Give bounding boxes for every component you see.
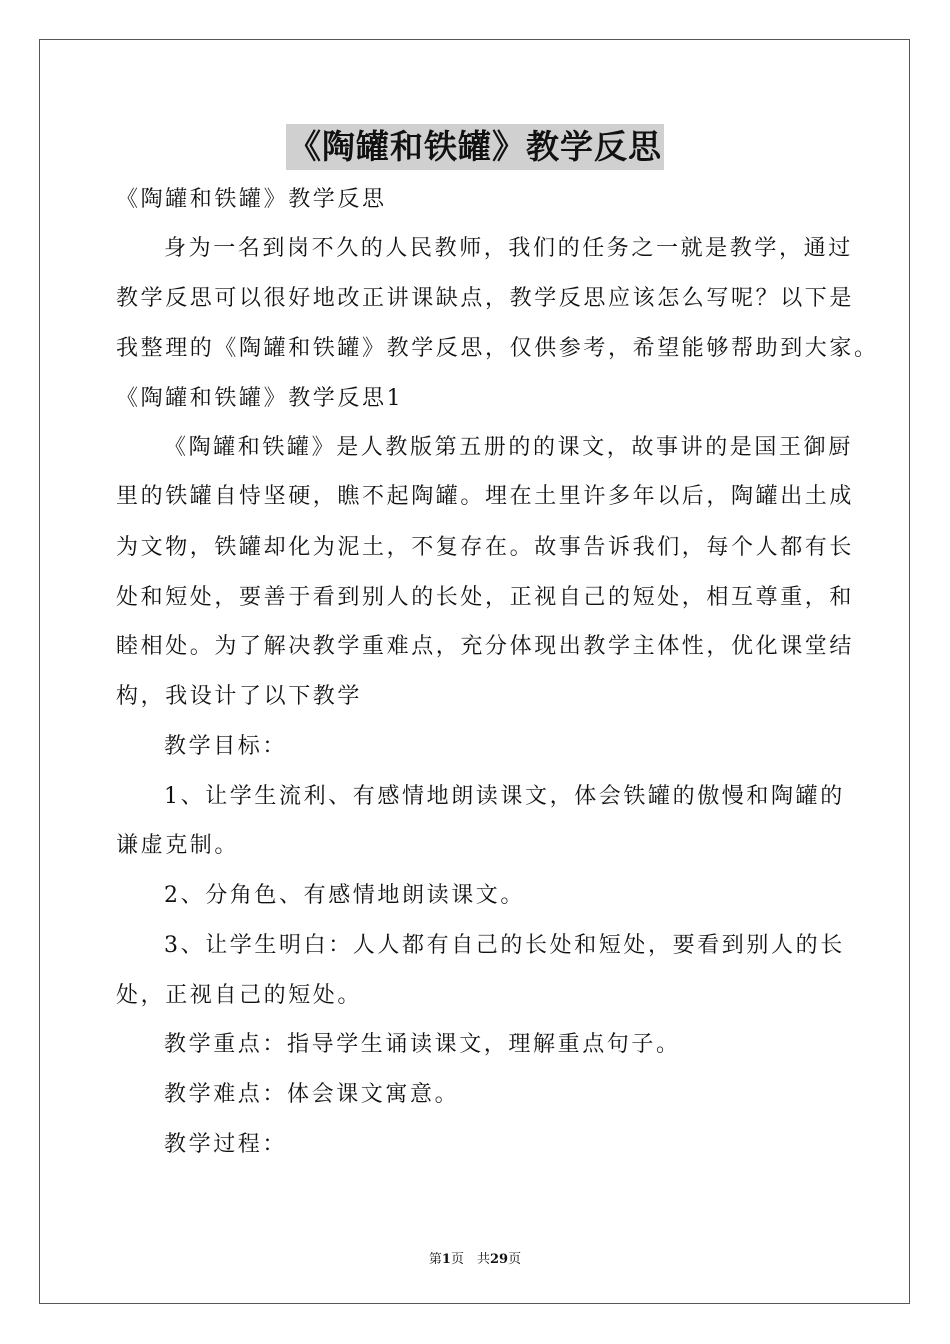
document-title <box>0 124 950 170</box>
text-line: 为文物，铁罐却化为泥土，不复存在。故事告诉我们，每个人都有长 <box>116 535 855 560</box>
text-line: 教学过程： <box>164 1132 288 1157</box>
text-line: 教学难点：体会课文寓意。 <box>164 1082 460 1107</box>
text-line: 我整理的《陶罐和铁罐》教学反思，仅供参考，希望能够帮助到大家。 <box>116 336 879 361</box>
text-line: 3、让学生明白：人人都有自己的长处和短处，要看到别人的长 <box>164 933 845 958</box>
footer-mid: 页 共 <box>450 1252 490 1267</box>
current-page: 1 <box>441 1252 451 1267</box>
page-footer <box>0 1248 950 1267</box>
text-line: 2、分角色、有感情地朗读课文。 <box>164 883 525 908</box>
text-line: 构，我设计了以下教学 <box>116 684 363 709</box>
text-line: 《陶罐和铁罐》是人教版第五册的的课文，故事讲的是国王御厨 <box>164 435 853 460</box>
total-pages: 29 <box>489 1252 509 1267</box>
text-line: 《陶罐和铁罐》教学反思1 <box>116 386 404 411</box>
text-line: 《陶罐和铁罐》教学反思 <box>116 187 387 212</box>
footer-prefix: 第 <box>428 1252 442 1267</box>
footer-suffix: 页 <box>508 1252 522 1267</box>
text-line: 教学目标： <box>164 734 288 759</box>
page-border <box>39 39 910 1304</box>
text-line: 睦相处。为了解决教学重难点，充分体现出教学主体性，优化课堂结 <box>116 634 855 659</box>
text-line: 教学重点：指导学生诵读课文，理解重点句子。 <box>164 1032 681 1057</box>
title-text: 《陶罐和铁罐》教学反思 <box>286 124 664 170</box>
text-line: 里的铁罐自恃坚硬，瞧不起陶罐。埋在土里许多年以后，陶罐出土成 <box>116 484 855 509</box>
text-line: 身为一名到岗不久的人民教师，我们的任务之一就是教学，通过 <box>164 236 853 261</box>
text-line: 处，正视自己的短处。 <box>116 983 363 1008</box>
text-line: 谦虚克制。 <box>116 833 240 858</box>
text-line: 处和短处，要善于看到别人的长处，正视自己的短处，相互尊重，和 <box>116 585 855 610</box>
text-line: 教学反思可以很好地改正讲课缺点，教学反思应该怎么写呢？以下是 <box>116 286 855 311</box>
text-line: 1、让学生流利、有感情地朗读课文，体会铁罐的傲慢和陶罐的 <box>164 784 845 809</box>
